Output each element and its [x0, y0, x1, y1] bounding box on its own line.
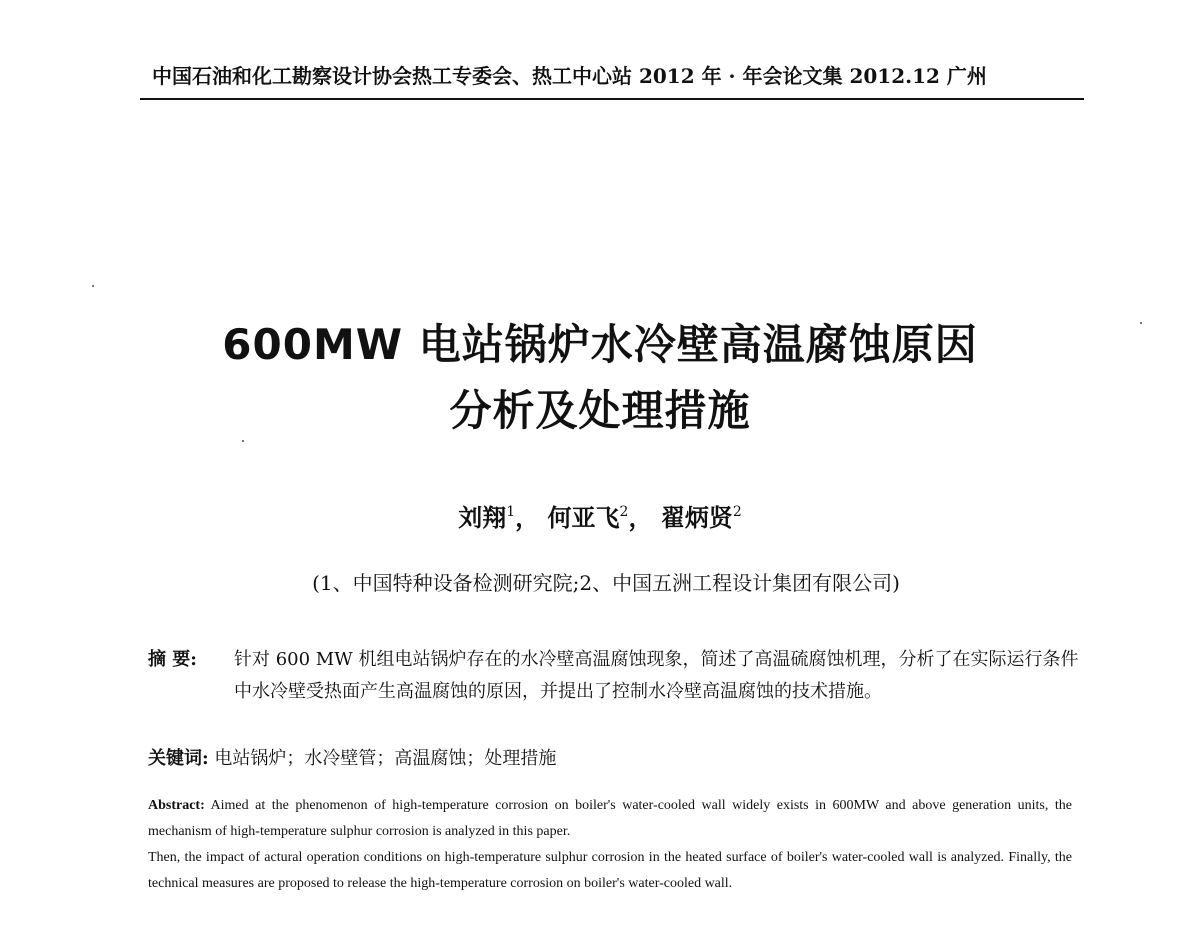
running-header: 中国石油和化工勘察设计协会热工专委会、热工中心站 2012 年 · 年会论文集 2012.12 广州 — [152, 64, 987, 88]
abstract-en-para-1 — [148, 793, 1072, 845]
scan-speck — [242, 440, 244, 442]
author-separator: ， — [628, 503, 653, 532]
author-affil-mark: 2 — [732, 504, 742, 520]
author-list — [0, 498, 1200, 533]
abstract-en-label: Abstract: — [148, 798, 205, 813]
paper-title-line-1: 600MW 电站锅炉水冷壁高温腐蚀原因 — [222, 320, 978, 369]
author-name: 何亚飞 — [547, 503, 620, 532]
author-name: 刘翔 — [458, 503, 507, 532]
scan-speck — [1140, 322, 1142, 324]
keywords-zh-label: 关键词: — [148, 748, 209, 769]
author-separator: ， — [515, 503, 540, 532]
keywords-zh-text: 电站锅炉；水冷壁管；高温腐蚀；处理措施 — [214, 748, 557, 769]
abstract-zh — [148, 644, 1088, 708]
abstract-en-para-2: Then, the impact of actural operation conditions on high-temperature sulphur corrosion in the heated surface of boiler's water-cooled wall is analyzed. Finally, the technical measures are proposed to release the high-temperature corrosion on boiler's water-cooled wall. — [148, 850, 1072, 891]
scan-speck — [92, 285, 94, 287]
abstract-zh-text: 针对 600 MW 机组电站锅炉存在的水冷壁高温腐蚀现象，简述了高温硫腐蚀机理，分析了在实际运行条件中水冷壁受热面产生高温腐蚀的原因，并提出了控制水冷壁高温腐蚀的技术措施。 — [234, 649, 1079, 702]
author-name: 翟炳贤 — [660, 503, 733, 532]
affiliations: (1、中国特种设备检测研究院;2、中国五洲工程设计集团有限公司) — [312, 571, 900, 595]
header-rule — [140, 98, 1084, 100]
abstract-zh-label: 摘 要: — [148, 649, 197, 670]
author-affil-mark: 2 — [619, 504, 629, 520]
author-affil-mark: 1 — [506, 504, 516, 520]
abstract-en — [148, 793, 1072, 897]
paper-title-line-2: 分析及处理措施 — [449, 386, 751, 435]
abstract-en-text-1: Aimed at the phenomenon of high-temperature corrosion on boiler's water-cooled wall widely exists in 600MW and above generation units, the mechanism of high-temperature sulphur corrosion is analyzed in this paper. — [148, 798, 1072, 839]
keywords-zh — [148, 744, 1088, 770]
